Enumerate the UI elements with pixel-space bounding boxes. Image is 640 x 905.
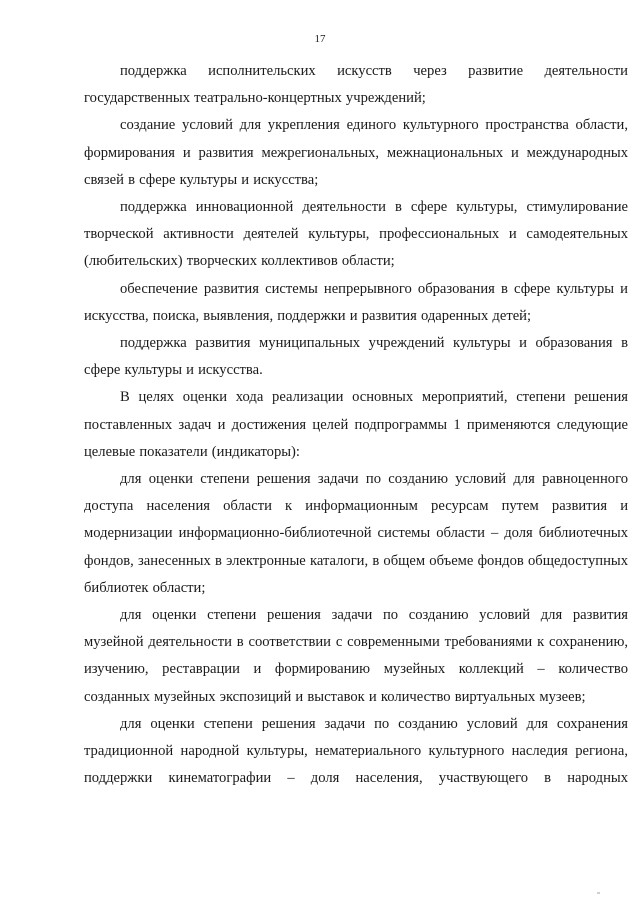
paragraph-folk-culture-indicator: для оценки степени решения задачи по созданию условий для сохранения традиционной народной культуры, нематериального культурного наследия региона, поддержки кинематографии – доля населения, участвующего в народных [84, 715, 628, 787]
paragraph-performing-arts: поддержка исполнительских искусств через развитие деятельности государственных театрально-концертных учреждений; [84, 63, 628, 107]
paragraph-target-indicators-intro: В целях оценки хода реализации основных мероприятий, степени решения поставленных задач и достижения целей подпрограммы 1 применяются следующие целевые показатели (индикаторы): [84, 389, 628, 460]
page-number: 17 [314, 33, 326, 45]
document-body [84, 58, 628, 792]
paragraph-museum-indicator: для оценки степени решения задачи по созданию условий для развития музейной деятельности в соответствии с современными требованиями к сохранению, изучению, реставрации и формированию музейных коллекций – количество созданных музейных экспозиций и выставок и количество виртуальных музеев; [84, 607, 628, 705]
scan-speck [597, 892, 600, 894]
paragraph-cultural-space: создание условий для укрепления единого культурного пространства области, формирования и развития межрегиональных, межнациональных и международных связей в сфере культуры и искусства; [84, 117, 628, 188]
paragraph-continuous-education: обеспечение развития системы непрерывного образования в сфере культуры и искусства, поиска, выявления, поддержки и развития одаренных детей; [84, 280, 628, 324]
paragraph-library-indicator: для оценки степени решения задачи по созданию условий для равноценного доступа населения области к информационным ресурсам путем развития и модернизации информационно-библиотечной системы области – доля библиотечных фондов, занесенных в электронные каталоги, в общем объеме фондов общедоступных библиотек области; [84, 471, 628, 596]
paragraph-municipal-support: поддержка развития муниципальных учреждений культуры и образования в сфере культуры и искусства. [84, 335, 628, 379]
paragraph-innovation-support: поддержка инновационной деятельности в сфере культуры, стимулирование творческой активности деятелей культуры, профессиональных и самодеятельных (любительских) творческих коллективов области; [84, 199, 628, 270]
